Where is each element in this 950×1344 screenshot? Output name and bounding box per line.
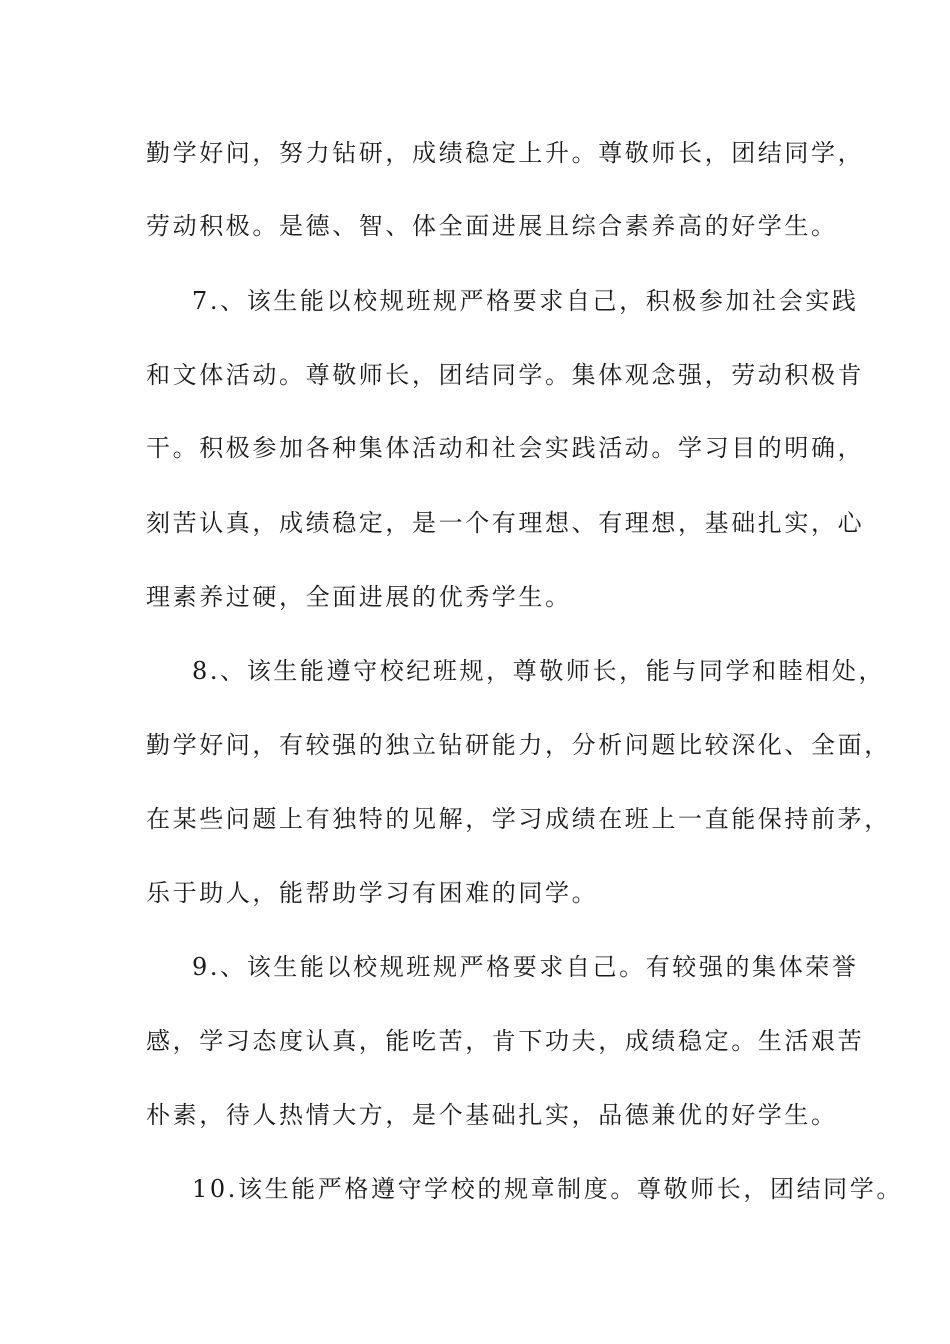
text-line: 刻苦认真，成绩稳定，是一个有理想、有理想，基础扎实，心	[146, 509, 865, 537]
text-line: 朴素，待人热情大方，是个基础扎实，品德兼优的好学生。	[146, 1101, 838, 1129]
paragraph-8-start: 8.、该生能遵守校纪班规，尊敬师长，能与同学和睦相处，	[192, 657, 886, 685]
text-line: 和文体活动。尊敬师长，团结同学。集体观念强，劳动积极肯	[146, 361, 865, 389]
text-line: 勤学好问，努力钻研，成绩稳定上升。尊敬师长，团结同学，	[146, 139, 865, 167]
paragraph-9-start: 9.、该生能以校规班规严格要求自己。有较强的集体荣誉	[192, 953, 859, 981]
text-line: 勤学好问，有较强的独立钻研能力，分析问题比较深化、全面，	[146, 731, 891, 759]
text-line: 乐于助人，能帮助学习有困难的同学。	[146, 879, 599, 907]
text-line: 感，学习态度认真，能吃苦，肯下功夫，成绩稳定。生活艰苦	[146, 1027, 865, 1055]
text-line: 在某些问题上有独特的见解，学习成绩在班上一直能保持前茅，	[146, 805, 891, 833]
text-line: 理素养过硬，全面进展的优秀学生。	[146, 583, 572, 611]
paragraph-7-start: 7.、该生能以校规班规严格要求自己，积极参加社会实践	[192, 287, 859, 315]
paragraph-10-start: 10.该生能严格遵守学校的规章制度。尊敬师长，团结同学。	[192, 1175, 903, 1203]
text-line: 劳动积极。是德、智、体全面进展且综合素养高的好学生。	[146, 212, 838, 240]
text-line: 干。积极参加各种集体活动和社会实践活动。学习目的明确，	[146, 434, 865, 462]
